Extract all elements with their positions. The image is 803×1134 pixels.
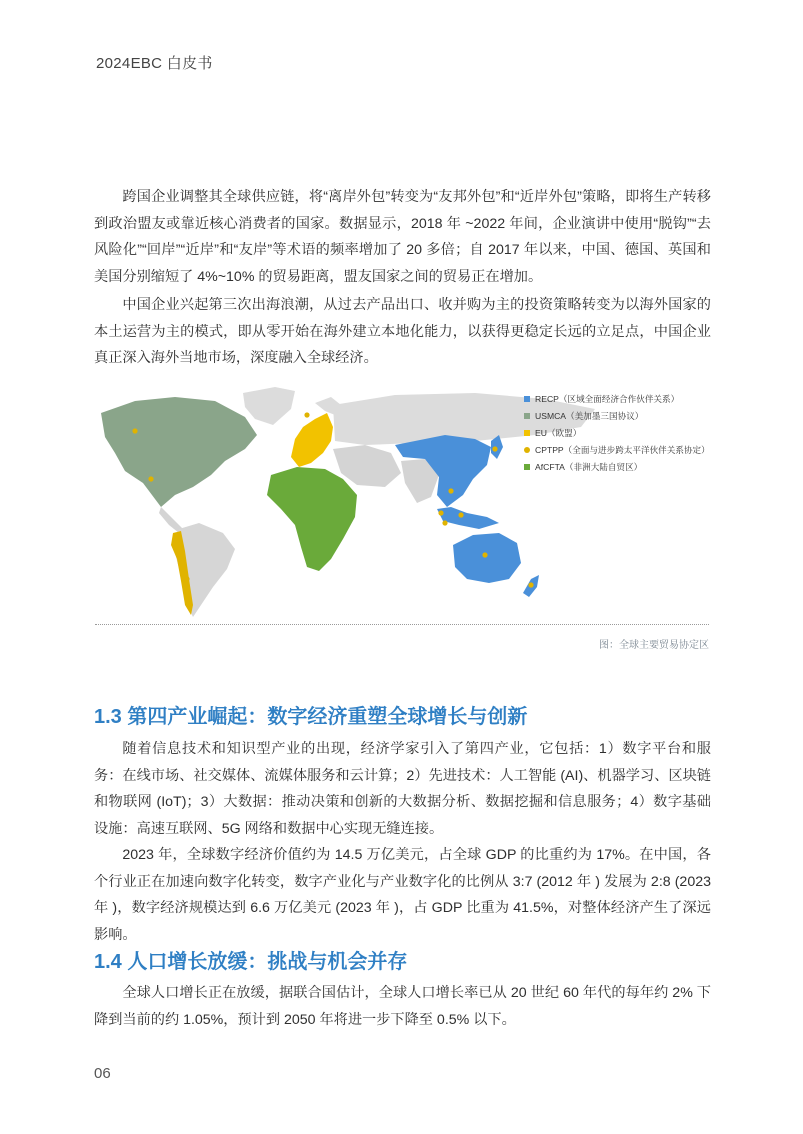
map-caption: 图：全球主要贸易协定区	[599, 640, 709, 651]
paragraph-population: 全球人口增长正在放缓，据联合国估计，全球人口增长率已从 20 世纪 60 年代的每年约 2% 下降到当前的约 1.05%，预计到 2050 年将进一步下降至 0.5% 以下。	[94, 985, 711, 1028]
legend-swatch-cptpp	[524, 447, 530, 453]
paragraph-supply-chain: 跨国企业调整其全球供应链，将“离岸外包”转变为“友邦外包”和“近岸外包”策略，即将生产转移到政治盟友或靠近核心消费者的国家。数据显示，2018 年 ~2022 年间，企业演讲中使用“脱钩”“去风险化”“回岸”“近岸”和“友岸”等术语的频率增加了 20 多倍；自 2017 年以来，中国、德国、英国和美国分别缩短了 4%~10% 的贸易距离，盟友国家之间的贸易正在增加。	[94, 189, 711, 285]
cptpp-marker-australia	[482, 552, 487, 557]
section-title-1-4: 1.4 人口增长放缓：挑战与机会并存	[94, 951, 408, 973]
legend-item-usmca	[524, 407, 710, 424]
cptpp-marker-peru	[176, 534, 181, 539]
cptpp-marker-mexico	[148, 476, 153, 481]
cptpp-marker-vietnam	[448, 488, 453, 493]
legend-label-eu: EU（欧盟）	[535, 427, 582, 438]
paragraph-digital-economy: 2023 年，全球数字经济价值约为 14.5 万亿美元，占全球 GDP 的比重约为 17%。在中国，各个行业正在加速向数字化转变，数字产业化与产业数字化的比例从 3:7 (2012 年 ) 发展为 2:8 (2023 年 )，数字经济规模达到 6.6 万亿美元 (2023 年 )，占 GDP 比重为 41.5%，对整体经济产生了深远影响。	[94, 847, 711, 943]
cptpp-marker-singapore	[458, 512, 463, 517]
cptpp-marker-malaysia	[438, 510, 443, 515]
paragraph-fourth-industry: 随着信息技术和知识型产业的出现，经济学家引入了第四产业，它包括：1）数字平台和服务：在线市场、社交媒体、流媒体服务和云计算；2）先进技术：人工智能 (AI)、机器学习、区块链和物联网 (IoT)；3）大数据：推动决策和创新的大数据分析、数据挖掘和信息服务；4）数字基础设施：高速互联网、5G 网络和数据中心实现无缝连接。	[94, 741, 711, 837]
cptpp-marker-chile	[184, 576, 189, 581]
cptpp-marker-japan	[492, 446, 497, 451]
section-title-1-3: 1.3 第四产业崛起：数字经济重塑全球增长与创新	[94, 706, 528, 728]
legend-label-afcfta: AfCFTA（非洲大陆自贸区）	[535, 461, 643, 472]
legend-item-cptpp	[524, 441, 710, 458]
legend-swatch-afcfta	[524, 464, 530, 470]
legend-label-rcep: RECP（区域全面经济合作伙伴关系）	[535, 393, 680, 404]
cptpp-marker-canada	[132, 428, 137, 433]
cptpp-marker-uk	[304, 412, 309, 417]
legend-item-afcfta	[524, 458, 710, 475]
page-number: 06	[94, 1065, 111, 1082]
legend-swatch-usmca	[524, 413, 530, 419]
map-divider	[95, 624, 709, 625]
legend-item-eu	[524, 424, 710, 441]
legend-label-cptpp: CPTPP（全面与进步跨太平洋伙伴关系协定）	[535, 444, 710, 455]
document-header: 2024EBC 白皮书	[96, 55, 213, 72]
legend-swatch-rcep	[524, 396, 530, 402]
legend-item-rcep	[524, 390, 710, 407]
map-legend	[524, 390, 710, 475]
cptpp-marker-new-zealand	[528, 582, 533, 587]
cptpp-marker-brunei	[442, 520, 447, 525]
legend-label-usmca: USMCA（美加墨三国协议）	[535, 410, 644, 421]
paragraph-chinese-enterprises: 中国企业兴起第三次出海浪潮，从过去产品出口、收并购为主的投资策略转变为以海外国家的本土运营为主的模式，即从零开始在海外建立本地化能力，以获得更稳定长远的立足点，中国企业真正深入海外当地市场，深度融入全球经济。	[94, 297, 711, 366]
legend-swatch-eu	[524, 430, 530, 436]
